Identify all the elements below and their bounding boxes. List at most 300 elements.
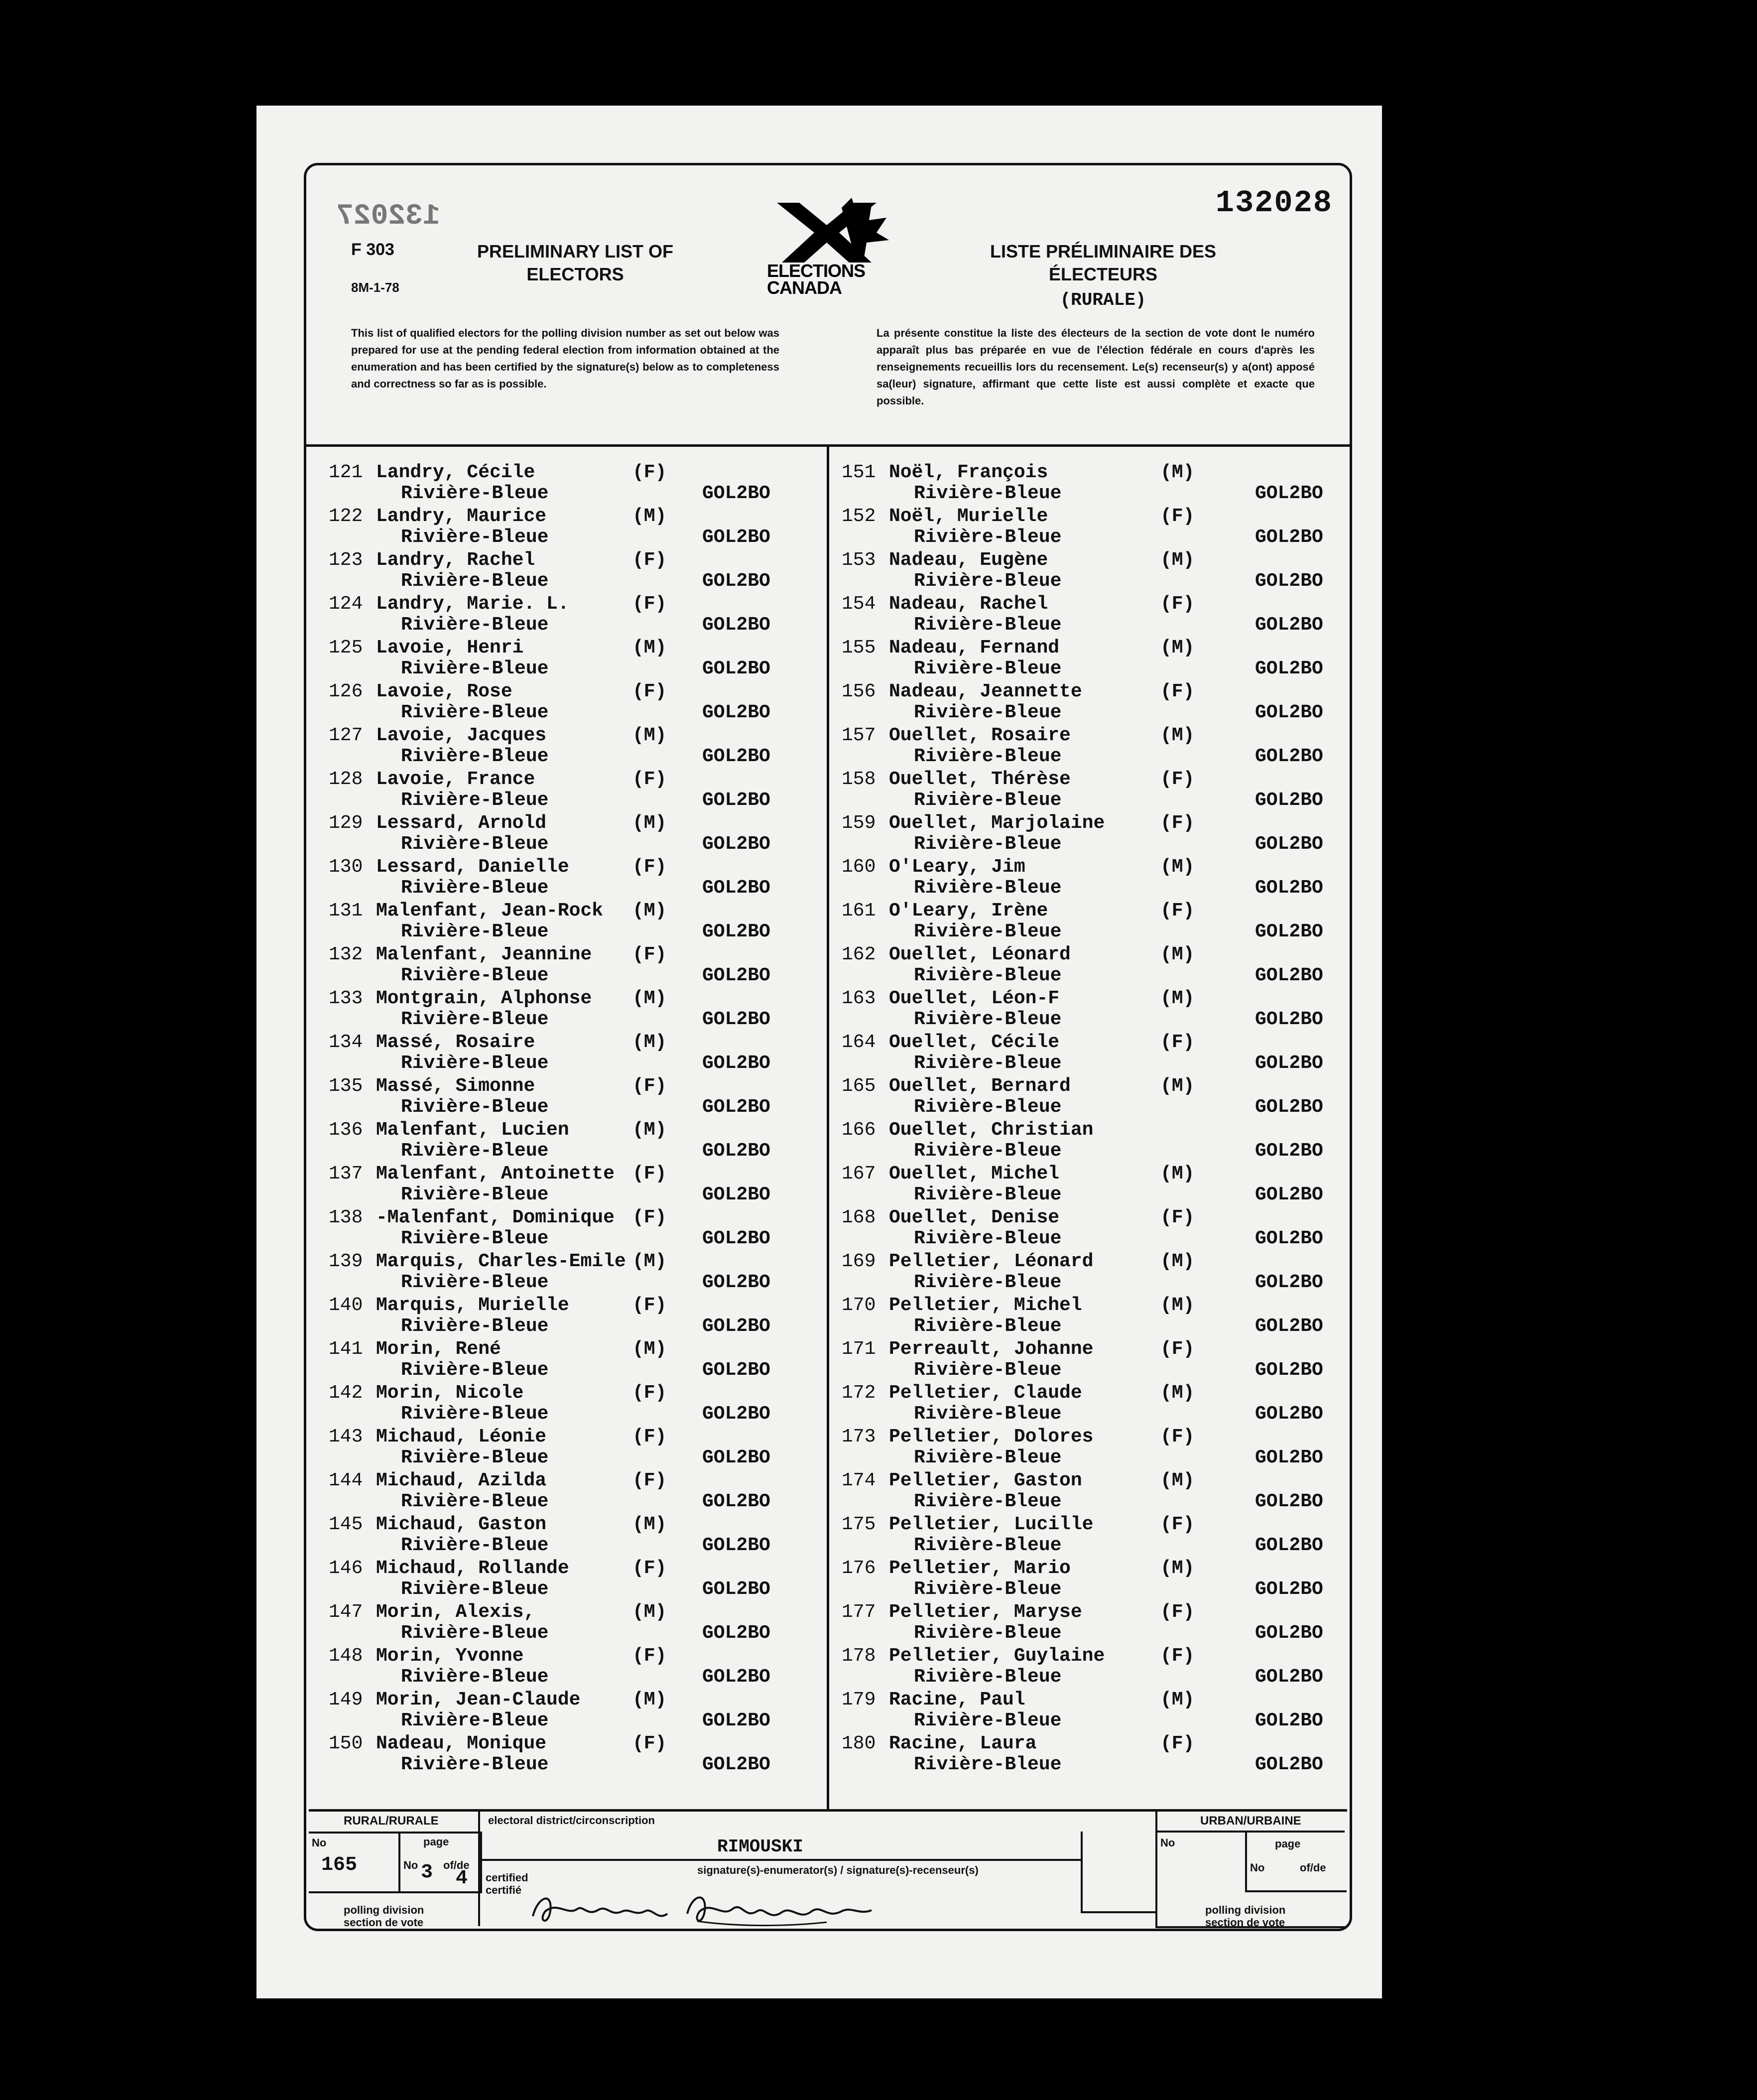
elector-name: Malenfant, Lucien: [376, 1119, 569, 1141]
elector-name: Perreault, Johanne: [889, 1338, 1094, 1360]
elector-postal-code: GOL2BO: [702, 1315, 770, 1337]
elector-postal-code: GOL2BO: [702, 1359, 770, 1381]
elector-entry: [842, 900, 1340, 944]
polling-no-label: No: [312, 1837, 327, 1849]
elector-postal-code: GOL2BO: [702, 1228, 770, 1249]
elector-postal-code: GOL2BO: [1255, 1052, 1323, 1074]
elector-name: Ouellet, Léonard: [889, 944, 1071, 965]
elector-place: Rivière-Bleue: [914, 1491, 1062, 1512]
elector-place: Rivière-Bleue: [401, 921, 549, 942]
elector-place: Rivière-Bleue: [914, 1754, 1062, 1775]
elector-number: 171: [842, 1338, 876, 1360]
elector-postal-code: GOL2BO: [1255, 1184, 1323, 1205]
elector-sex: (F): [632, 1558, 667, 1579]
elector-postal-code: GOL2BO: [702, 1184, 770, 1205]
elector-postal-code: GOL2BO: [1255, 614, 1323, 636]
elector-entry: [329, 1382, 827, 1426]
elector-postal-code: GOL2BO: [702, 789, 770, 811]
elector-postal-code: GOL2BO: [702, 746, 770, 767]
elector-sex: (M): [632, 900, 667, 921]
elector-name: Nadeau, Fernand: [889, 637, 1060, 658]
elector-entry: [329, 549, 827, 593]
elector-number: 170: [842, 1295, 876, 1316]
elector-number: 175: [842, 1514, 876, 1535]
elector-name: Ouellet, Bernard: [889, 1075, 1071, 1097]
elector-number: 153: [842, 549, 876, 571]
column-divider: [827, 447, 829, 1809]
elector-entry: [329, 725, 827, 769]
elector-number: 136: [329, 1119, 363, 1141]
serial-number: 132028: [1215, 185, 1333, 221]
elector-number: 139: [329, 1251, 363, 1272]
elector-place: Rivière-Bleue: [914, 1315, 1062, 1337]
urban-polling-label-fr: section de vote: [1205, 1916, 1285, 1929]
elector-number: 130: [329, 856, 363, 878]
elector-entry: [842, 856, 1340, 900]
elector-number: 150: [329, 1733, 363, 1754]
elector-place: Rivière-Bleue: [401, 1359, 549, 1381]
elector-postal-code: GOL2BO: [1255, 1535, 1323, 1556]
elector-sex: (F): [632, 1426, 667, 1447]
elector-name: Ouellet, Christian: [889, 1119, 1094, 1141]
elector-entry: [842, 1075, 1340, 1119]
certified-label: certified: [486, 1871, 528, 1884]
elector-sex: (F): [632, 1075, 667, 1097]
elector-sex: (M): [1160, 462, 1195, 483]
elector-number: 147: [329, 1601, 363, 1623]
title-french-line2: ÉLECTEURS: [1048, 264, 1158, 284]
elector-entry: [842, 725, 1340, 769]
elector-postal-code: GOL2BO: [702, 570, 770, 592]
elector-place: Rivière-Bleue: [914, 1009, 1062, 1030]
enumerator-signature: [523, 1886, 881, 1931]
district-label: electoral district/circonscription: [488, 1814, 655, 1827]
elector-name: Morin, René: [376, 1338, 501, 1360]
elector-postal-code: GOL2BO: [702, 483, 770, 504]
elector-postal-code: GOL2BO: [1255, 833, 1323, 855]
elector-number: 122: [329, 506, 363, 527]
elector-postal-code: GOL2BO: [1255, 1228, 1323, 1249]
elector-name: Morin, Yvonne: [376, 1645, 524, 1667]
urban-polling-label-en: polling division: [1205, 1904, 1286, 1916]
elector-place: Rivière-Bleue: [914, 1184, 1062, 1205]
elector-number: 143: [329, 1426, 363, 1447]
elector-name: Michaud, Azilda: [376, 1470, 547, 1491]
district-rule: [478, 1859, 1081, 1861]
elector-postal-code: GOL2BO: [1255, 1754, 1323, 1775]
elector-place: Rivière-Bleue: [914, 1535, 1062, 1556]
title-french: [944, 240, 1262, 286]
elector-place: Rivière-Bleue: [914, 570, 1062, 592]
elector-postal-code: GOL2BO: [702, 1666, 770, 1688]
elector-postal-code: GOL2BO: [702, 1140, 770, 1162]
elector-sex: (F): [632, 856, 667, 878]
elector-entry: [842, 637, 1340, 681]
elector-place: Rivière-Bleue: [401, 1710, 549, 1731]
elector-place: Rivière-Bleue: [401, 483, 549, 504]
elector-sex: (M): [632, 1514, 667, 1535]
elector-name: Pelletier, Maryse: [889, 1601, 1082, 1623]
elector-sex: (M): [1160, 1075, 1195, 1097]
elector-name: -Malenfant, Dominique: [376, 1207, 615, 1228]
form-code: F 303: [351, 240, 394, 259]
elector-number: 146: [329, 1558, 363, 1579]
elector-entry: [329, 1119, 827, 1163]
elector-postal-code: GOL2BO: [1255, 965, 1323, 986]
elector-number: 172: [842, 1382, 876, 1404]
footer: [309, 1809, 1347, 1929]
document-sheet: [256, 106, 1382, 1998]
title-french-line1: LISTE PRÉLIMINAIRE DES: [990, 241, 1217, 262]
elector-postal-code: GOL2BO: [702, 702, 770, 723]
elector-place: Rivière-Bleue: [914, 1666, 1062, 1688]
elector-place: Rivière-Bleue: [914, 833, 1062, 855]
logo-line2: CANADA: [767, 277, 842, 298]
elector-number: 156: [842, 681, 876, 702]
elector-entry: [329, 1689, 827, 1733]
elector-name: Morin, Jean-Claude: [376, 1689, 581, 1710]
elector-number: 176: [842, 1558, 876, 1579]
elector-sex: (F): [632, 681, 667, 702]
elector-place: Rivière-Bleue: [914, 877, 1062, 899]
form-date: 8M-1-78: [351, 280, 399, 295]
elector-number: 154: [842, 593, 876, 615]
elector-sex: (F): [1160, 681, 1195, 702]
elector-postal-code: GOL2BO: [702, 658, 770, 679]
elector-entry: [329, 1251, 827, 1295]
elector-entry: [842, 593, 1340, 637]
elector-number: 167: [842, 1163, 876, 1184]
elector-sex: (M): [632, 812, 667, 834]
elector-postal-code: GOL2BO: [702, 1403, 770, 1425]
elections-canada-logo: [767, 198, 896, 307]
elector-sex: (M): [1160, 549, 1195, 571]
elector-sex: (F): [632, 769, 667, 790]
elector-entry: [329, 1338, 827, 1382]
elector-entry: [329, 593, 827, 637]
elector-name: Lavoie, Jacques: [376, 725, 547, 746]
elector-number: 148: [329, 1645, 363, 1667]
maple-leaf-x-icon: [767, 198, 896, 267]
page-no-label: No: [403, 1859, 418, 1871]
elector-entry: [842, 1163, 1340, 1207]
elector-sex: (F): [632, 1163, 667, 1184]
elector-postal-code: GOL2BO: [702, 1535, 770, 1556]
elector-entry: [842, 1689, 1340, 1733]
middle-left-rule: [478, 1812, 482, 1926]
elector-number: 161: [842, 900, 876, 921]
elector-place: Rivière-Bleue: [401, 1272, 549, 1293]
elector-number: 145: [329, 1514, 363, 1535]
elector-entry: [329, 681, 827, 725]
elector-place: Rivière-Bleue: [401, 1009, 549, 1030]
elector-number: 129: [329, 812, 363, 834]
elector-postal-code: GOL2BO: [1255, 483, 1323, 504]
urban-label: URBAN/URBAINE: [1200, 1814, 1301, 1828]
elector-sex: (M): [1160, 637, 1195, 658]
elector-number: 123: [329, 549, 363, 571]
certifie-label: certifié: [486, 1884, 522, 1896]
elector-postal-code: GOL2BO: [1255, 1272, 1323, 1293]
elector-place: Rivière-Bleue: [401, 877, 549, 899]
elector-sex: (M): [632, 1689, 667, 1710]
elector-entry: [842, 1514, 1340, 1558]
electors-column-right: [842, 462, 1340, 1777]
elector-name: Landry, Rachel: [376, 549, 535, 571]
polling-no-value: 165: [321, 1854, 358, 1876]
rurale-label: (RURALE): [1060, 290, 1146, 310]
elector-sex: (F): [632, 1645, 667, 1667]
elector-postal-code: GOL2BO: [702, 833, 770, 855]
urban-page-label: page: [1275, 1838, 1301, 1850]
elector-entry: [329, 944, 827, 988]
elector-postal-code: GOL2BO: [1255, 789, 1323, 811]
elector-entry: [329, 1295, 827, 1338]
elector-sex: (M): [632, 725, 667, 746]
elector-place: Rivière-Bleue: [401, 789, 549, 811]
elector-number: 179: [842, 1689, 876, 1710]
elector-name: Ouellet, Cécile: [889, 1032, 1060, 1053]
elector-place: Rivière-Bleue: [401, 1228, 549, 1249]
elector-name: Morin, Nicole: [376, 1382, 524, 1404]
elector-name: Lavoie, Henri: [376, 637, 524, 658]
elector-number: 168: [842, 1207, 876, 1228]
elector-entry: [329, 812, 827, 856]
elector-number: 163: [842, 988, 876, 1009]
elector-postal-code: GOL2BO: [1255, 570, 1323, 592]
elector-name: O'Leary, Jim: [889, 856, 1025, 878]
elector-sex: (M): [632, 1251, 667, 1272]
elector-sex: (F): [1160, 1032, 1195, 1053]
elector-sex: (M): [1160, 988, 1195, 1009]
elector-sex: (F): [1160, 769, 1195, 790]
title-english-line1: PRELIMINARY LIST OF: [477, 241, 673, 262]
elector-place: Rivière-Bleue: [401, 1578, 549, 1600]
elector-postal-code: GOL2BO: [1255, 1009, 1323, 1030]
elector-entry: [842, 1426, 1340, 1470]
elector-name: Ouellet, Michel: [889, 1163, 1060, 1184]
elector-number: 180: [842, 1733, 876, 1754]
elector-number: 162: [842, 944, 876, 965]
elector-number: 134: [329, 1032, 363, 1053]
elector-name: Pelletier, Claude: [889, 1382, 1082, 1404]
elector-name: Pelletier, Dolores: [889, 1426, 1094, 1447]
elector-postal-code: GOL2BO: [1255, 877, 1323, 899]
elector-entry: [842, 1733, 1340, 1777]
elector-place: Rivière-Bleue: [914, 1622, 1062, 1644]
elector-place: Rivière-Bleue: [401, 526, 549, 548]
elector-place: Rivière-Bleue: [401, 1535, 549, 1556]
elector-name: Massé, Simonne: [376, 1075, 535, 1097]
elector-number: 178: [842, 1645, 876, 1667]
description-english: This list of qualified electors for the polling division number as set out below was prepared for use at the pending federal election from information obtained at the enumeration and has been certified by the signature(s) below as to completeness and correctness so far as is possible.: [351, 327, 779, 390]
elector-sex: (M): [632, 637, 667, 658]
elector-postal-code: GOL2BO: [702, 1491, 770, 1512]
elector-name: Lavoie, France: [376, 769, 535, 790]
elector-postal-code: GOL2BO: [702, 1272, 770, 1293]
elector-name: Marquis, Murielle: [376, 1295, 569, 1316]
elector-entry: [329, 1426, 827, 1470]
elector-sex: (M): [632, 988, 667, 1009]
elector-entry: [329, 1514, 827, 1558]
elector-sex: (M): [1160, 1251, 1195, 1272]
elector-name: Morin, Alexis,: [376, 1601, 535, 1623]
elector-entry: [329, 1207, 827, 1251]
elector-sex: (F): [1160, 1645, 1195, 1667]
polling-division-label-fr: section de vote: [344, 1916, 424, 1929]
elector-name: Lessard, Danielle: [376, 856, 569, 878]
elector-postal-code: GOL2BO: [1255, 1359, 1323, 1381]
elector-sex: (M): [632, 506, 667, 527]
elector-sex: (F): [1160, 1514, 1195, 1535]
elector-place: Rivière-Bleue: [401, 1491, 549, 1512]
elector-number: 160: [842, 856, 876, 878]
elector-sex: (M): [1160, 944, 1195, 965]
elector-place: Rivière-Bleue: [914, 1403, 1062, 1425]
elector-name: Michaud, Gaston: [376, 1514, 547, 1535]
logo-text: [767, 262, 896, 296]
elector-entry: [329, 1032, 827, 1075]
elector-name: Ouellet, Denise: [889, 1207, 1060, 1228]
elector-postal-code: GOL2BO: [1255, 1447, 1323, 1468]
elector-entry: [842, 1645, 1340, 1689]
elector-number: 132: [329, 944, 363, 965]
urban-left-box: [1081, 1832, 1157, 1913]
elector-sex: (F): [1160, 1733, 1195, 1754]
elector-postal-code: GOL2BO: [702, 614, 770, 636]
electors-list-form: [304, 163, 1352, 1931]
elector-name: Pelletier, Mario: [889, 1558, 1071, 1579]
rural-divider: [309, 1891, 478, 1893]
elector-number: 128: [329, 769, 363, 790]
elector-place: Rivière-Bleue: [914, 921, 1062, 942]
elector-name: Noël, Murielle: [889, 506, 1048, 527]
elector-number: 151: [842, 462, 876, 483]
elector-name: Nadeau, Eugène: [889, 549, 1048, 571]
elector-entry: [329, 1075, 827, 1119]
elector-entry: [842, 988, 1340, 1032]
elector-postal-code: GOL2BO: [1255, 1096, 1323, 1118]
elector-name: Pelletier, Léonard: [889, 1251, 1094, 1272]
elector-number: 133: [329, 988, 363, 1009]
elector-entry: [842, 1470, 1340, 1514]
elector-entry: [842, 1382, 1340, 1426]
elector-place: Rivière-Bleue: [401, 746, 549, 767]
elector-place: Rivière-Bleue: [401, 1754, 549, 1775]
elector-sex: (F): [632, 1382, 667, 1404]
elector-sex: (M): [632, 1601, 667, 1623]
mirrored-serial-number: 132027: [336, 200, 440, 233]
elector-name: Lavoie, Rose: [376, 681, 512, 702]
elector-place: Rivière-Bleue: [401, 1140, 549, 1162]
elector-entry: [842, 1207, 1340, 1251]
elector-place: Rivière-Bleue: [401, 702, 549, 723]
elector-postal-code: GOL2BO: [702, 1052, 770, 1074]
elector-name: Lessard, Arnold: [376, 812, 547, 834]
elector-number: 174: [842, 1470, 876, 1491]
elector-postal-code: GOL2BO: [702, 1622, 770, 1644]
elector-number: 169: [842, 1251, 876, 1272]
elector-entry: [842, 769, 1340, 812]
elector-entry: [842, 506, 1340, 549]
elector-place: Rivière-Bleue: [401, 1447, 549, 1468]
elector-place: Rivière-Bleue: [914, 1228, 1062, 1249]
elector-entry: [329, 988, 827, 1032]
elector-entry: [329, 1733, 827, 1777]
elector-entry: [329, 1645, 827, 1689]
elector-entry: [842, 1558, 1340, 1601]
elector-sex: (F): [1160, 1426, 1195, 1447]
elector-postal-code: GOL2BO: [1255, 1315, 1323, 1337]
elector-name: Nadeau, Monique: [376, 1733, 547, 1754]
elector-place: Rivière-Bleue: [914, 1052, 1062, 1074]
elector-number: 164: [842, 1032, 876, 1053]
elector-entry: [842, 1251, 1340, 1295]
elector-postal-code: GOL2BO: [702, 877, 770, 899]
elector-place: Rivière-Bleue: [914, 614, 1062, 636]
polling-division-label-en: polling division: [344, 1904, 424, 1916]
elector-postal-code: GOL2BO: [702, 1754, 770, 1775]
elector-name: Marquis, Charles-Emile: [376, 1251, 626, 1272]
page-no-value: 3: [421, 1861, 433, 1884]
elector-postal-code: GOL2BO: [1255, 1710, 1323, 1731]
elector-entry: [842, 812, 1340, 856]
elector-name: Pelletier, Gaston: [889, 1470, 1082, 1491]
elector-postal-code: GOL2BO: [702, 921, 770, 942]
elector-postal-code: GOL2BO: [702, 1710, 770, 1731]
signature-label: signature(s)-enumerator(s) / signature(s)-recenseur(s): [697, 1864, 979, 1876]
elector-name: Nadeau, Jeannette: [889, 681, 1082, 702]
elector-place: Rivière-Bleue: [914, 1710, 1062, 1731]
elector-entry: [329, 1601, 827, 1645]
elector-sex: (F): [632, 1295, 667, 1316]
elector-sex: (F): [1160, 1338, 1195, 1360]
elector-entry: [842, 549, 1340, 593]
page-label: page: [423, 1836, 449, 1848]
elector-postal-code: GOL2BO: [1255, 526, 1323, 548]
elector-place: Rivière-Bleue: [914, 965, 1062, 986]
elector-sex: (M): [632, 1338, 667, 1360]
elector-name: Massé, Rosaire: [376, 1032, 535, 1053]
elector-name: Noël, François: [889, 462, 1048, 483]
elector-number: 152: [842, 506, 876, 527]
elector-name: Ouellet, Léon-F: [889, 988, 1060, 1009]
elector-entry: [842, 1032, 1340, 1075]
urban-of-label: of/de: [1300, 1861, 1326, 1874]
elector-sex: (M): [1160, 1558, 1195, 1579]
elector-place: Rivière-Bleue: [914, 483, 1062, 504]
elector-place: Rivière-Bleue: [914, 1447, 1062, 1468]
elector-entry: [842, 462, 1340, 506]
elector-postal-code: GOL2BO: [1255, 1403, 1323, 1425]
elector-sex: (M): [1160, 725, 1195, 746]
elector-number: 155: [842, 637, 876, 658]
elector-sex: (F): [632, 462, 667, 483]
elector-place: Rivière-Bleue: [914, 746, 1062, 767]
elector-postal-code: GOL2BO: [1255, 1666, 1323, 1688]
elector-number: 165: [842, 1075, 876, 1097]
elector-sex: (F): [632, 549, 667, 571]
elector-place: Rivière-Bleue: [401, 833, 549, 855]
elector-sex: (F): [1160, 812, 1195, 834]
elector-number: 141: [329, 1338, 363, 1360]
elector-place: Rivière-Bleue: [914, 1272, 1062, 1293]
elector-postal-code: GOL2BO: [702, 1096, 770, 1118]
elector-sex: (F): [1160, 506, 1195, 527]
elector-number: 135: [329, 1075, 363, 1097]
electors-column-left: [329, 462, 827, 1777]
elector-entry: [329, 769, 827, 812]
